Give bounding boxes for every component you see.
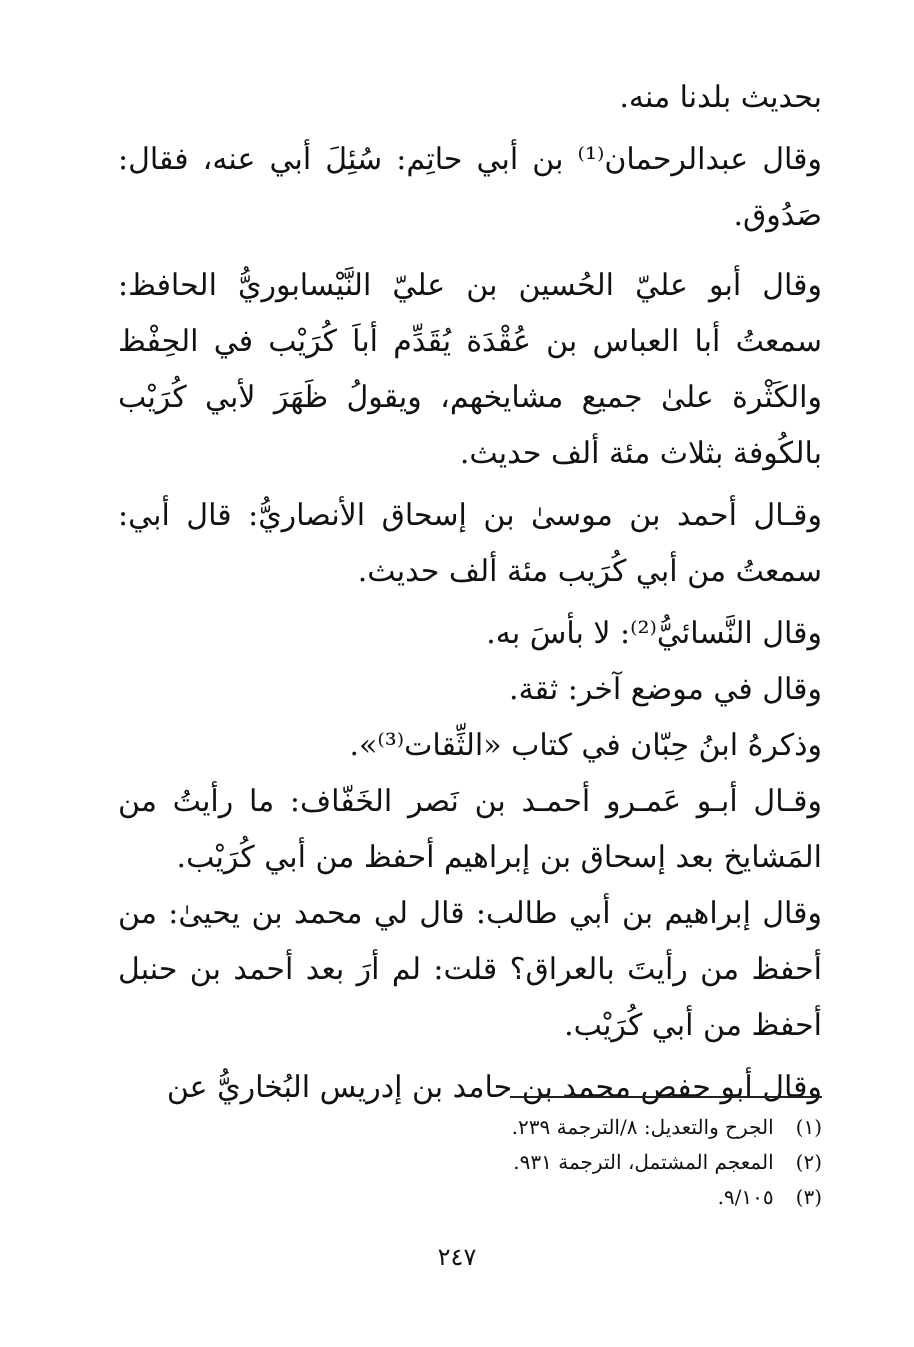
footnote-number: (١) xyxy=(795,1115,822,1139)
paragraph-9: وقال إبراهيم بن أبي طالب: قال لي محمد بن يحيىٰ: من أحفظ من رأيتَ بالعراق؟ قلت: لم أرَ بعد أحمد بن حنبل أحفظ من أبي كُرَيْب. xyxy=(118,896,822,1043)
footnotes xyxy=(300,1110,822,1215)
footnote-2 xyxy=(300,1145,822,1180)
footnote-number: (٣) xyxy=(795,1185,822,1209)
footnote-text: الجرح والتعديل: ٨/الترجمة ٢٣٩. xyxy=(511,1115,774,1139)
footnote-number: (٢) xyxy=(795,1150,822,1174)
paragraph-5: وقال النَّسائيُّ⁽²⁾: لا بأسَ به. xyxy=(486,616,822,651)
paragraph-10: وقال أبو حفص محمد بن حامد بن إدريس البُخاريُّ عن xyxy=(166,1070,822,1105)
footnote-text: ٩/١٠٥. xyxy=(717,1185,774,1209)
paragraph-8: وقـال أبـو عَمـرو أحمـد بن نَصر الخَفّاف: ما رأيتُ من المَشايخ بعد إسحاق بن إبراهيم أحفظ من أبي كُرَيْب. xyxy=(118,784,822,875)
paragraph-6: وقال في موضع آخر: ثقة. xyxy=(509,672,822,707)
paragraph-4: وقـال أحمد بن موسىٰ بن إسحاق الأنصاريُّ: قال أبي: سمعتُ من أبي كُرَيب مئة ألف حديث. xyxy=(118,498,822,589)
footnote-3 xyxy=(300,1180,822,1215)
paragraph-7: وذكرهُ ابنُ حِبّان في كتاب «الثِّقات⁽³⁾». xyxy=(349,728,822,763)
page-number: ٢٤٧ xyxy=(437,1243,477,1271)
footnote-divider xyxy=(510,1096,822,1098)
paragraph-1: بحديث بلدنا منه. xyxy=(619,80,822,115)
paragraph-3: وقال أبو عليّ الحُسين بن عليّ النَّيْسابوريُّ الحافظ: سمعتُ أبا العباس بن عُقْدَة يُقَدِّم أباَ كُرَيْب في الحِفْظ والكَثْرة علىٰ جميع مشايخهم، ويقولُ ظَهَرَ لأبي كُرَيْب بالكُوفة بثلاث مئة ألف حديث. xyxy=(118,268,822,471)
main-text xyxy=(118,70,822,1116)
paragraph-2: وقال عبدالرحمان⁽¹⁾ بن أبي حاتِم: سُئِلَ أبي عنه، فقال: صَدُوق. xyxy=(118,142,822,233)
footnote-text: المعجم المشتمل، الترجمة ٩٣١. xyxy=(513,1150,774,1174)
footnote-1 xyxy=(300,1110,822,1145)
